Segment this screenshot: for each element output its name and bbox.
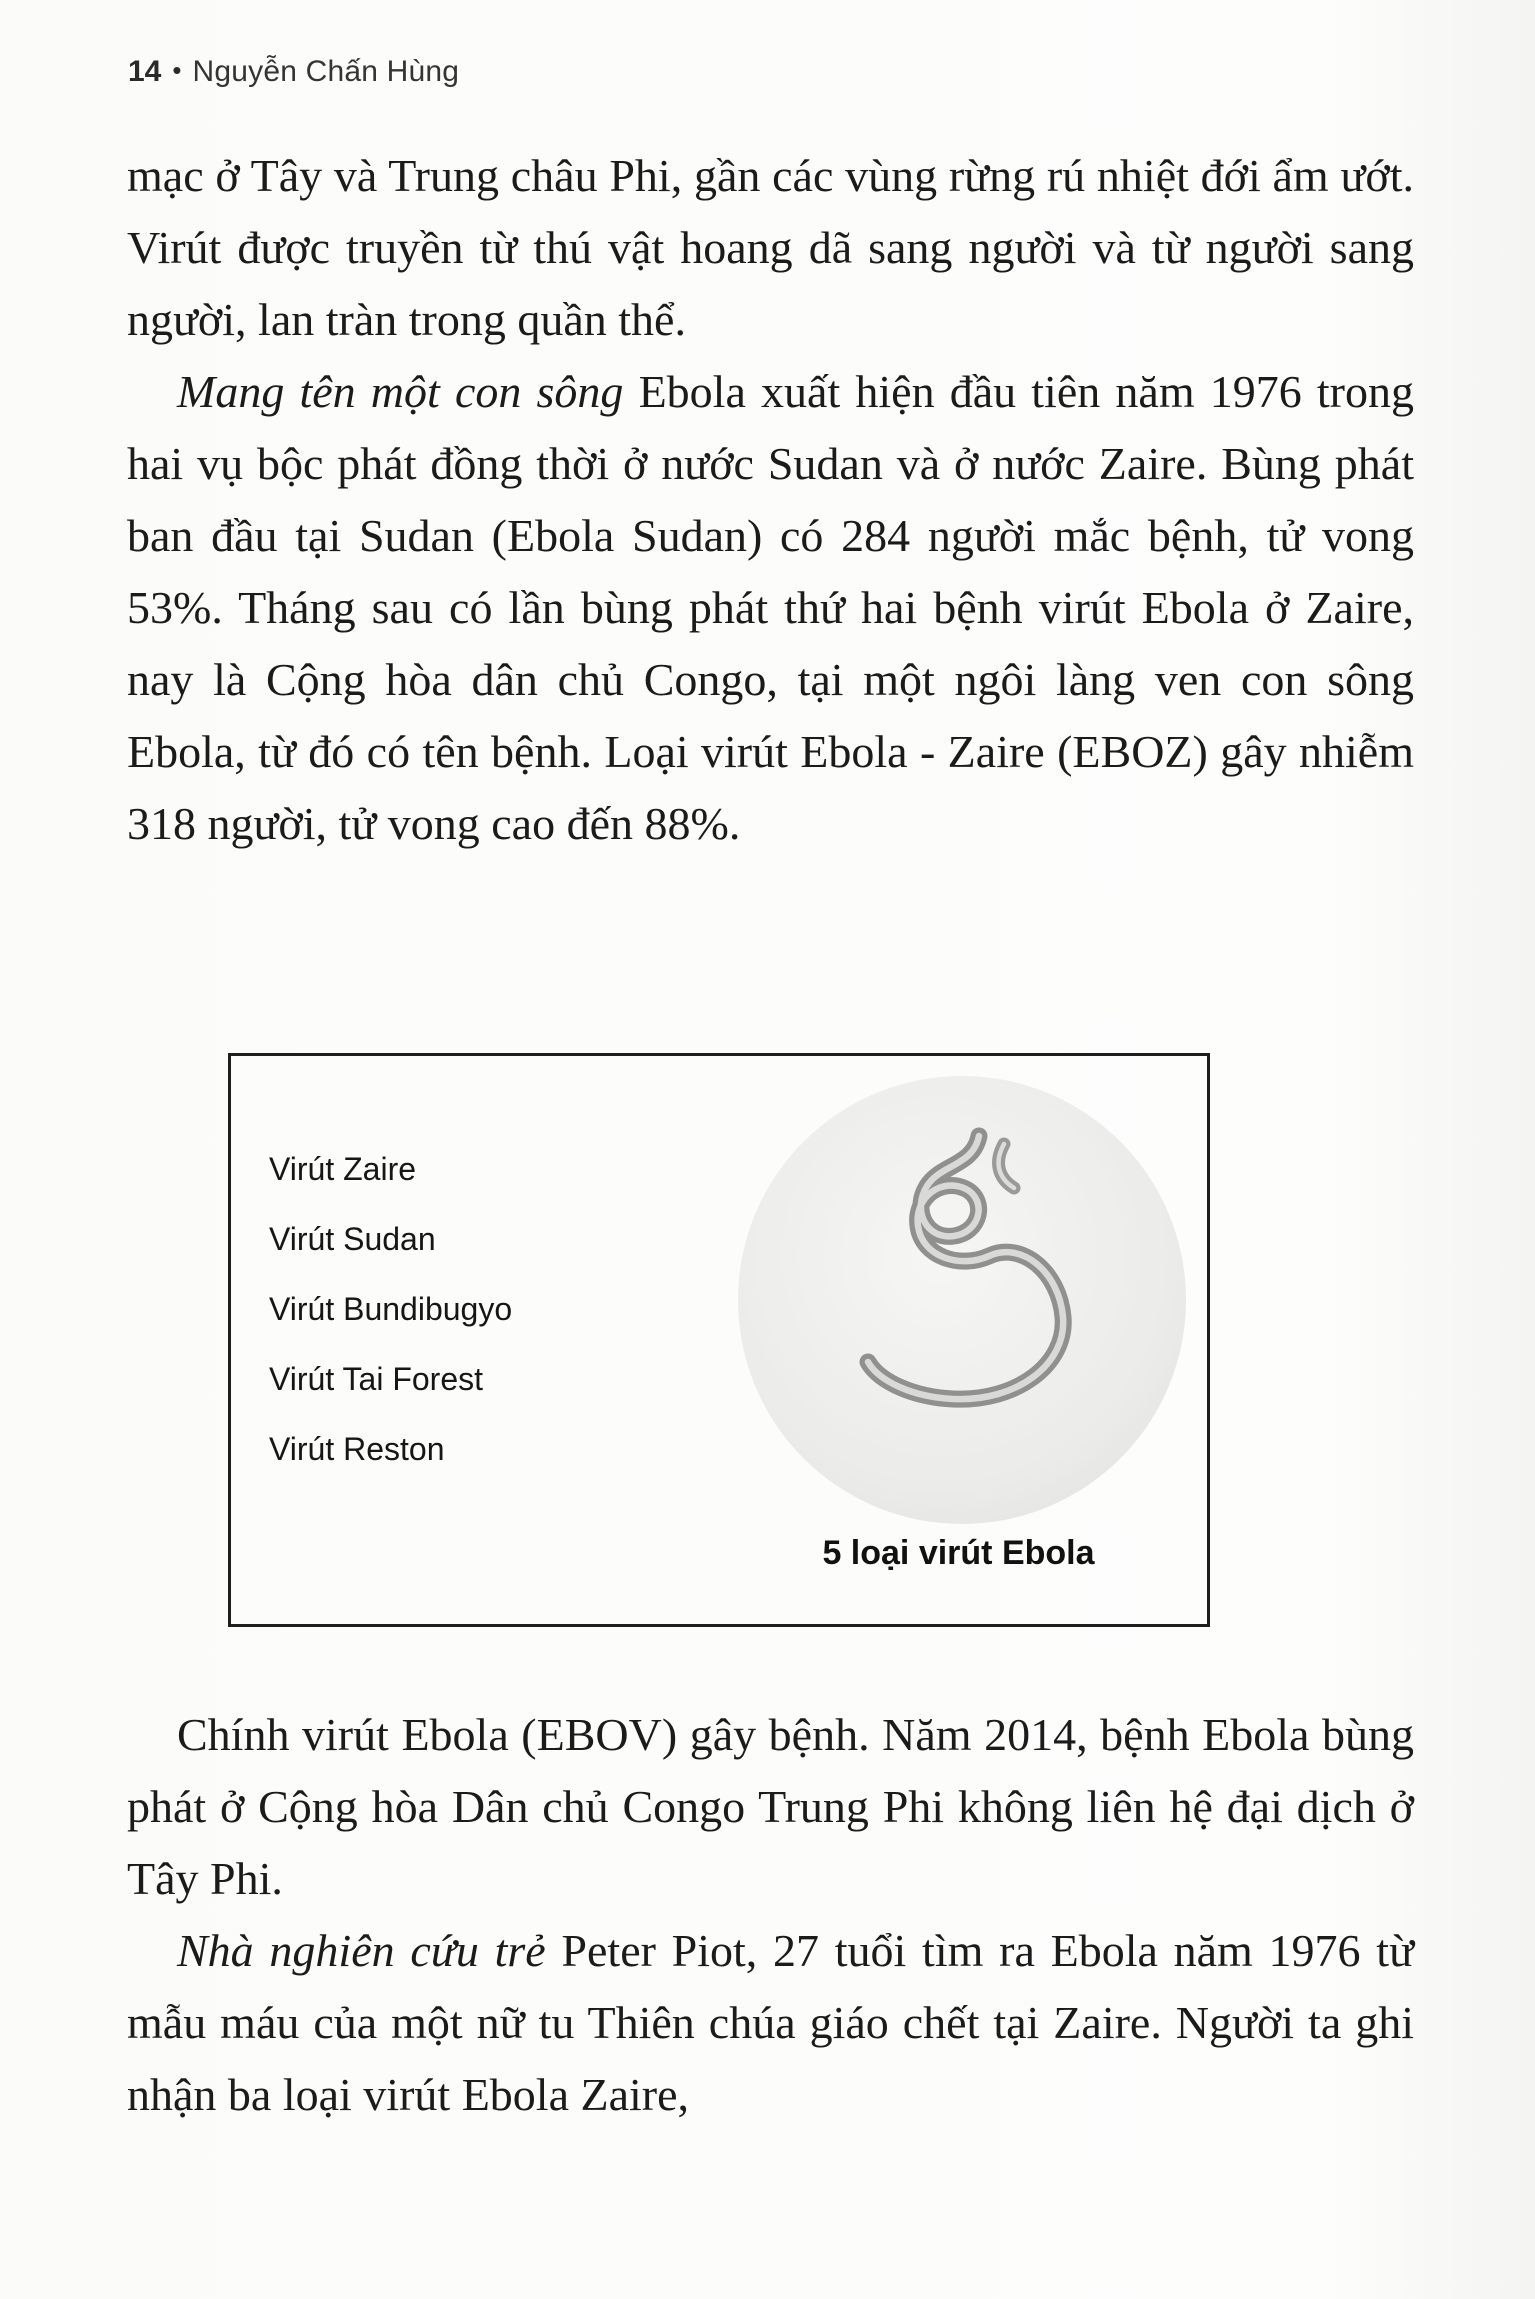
- body-text-lower: [127, 1699, 1414, 2131]
- paragraph-lead-italic: Mang tên một con sông: [177, 366, 624, 417]
- paragraph-text: Chính virút Ebola (EBOV) gây bệnh. Năm 2014, bệnh Ebola bùng phát ở Cộng hòa Dân chủ Congo Trung Phi không liên hệ đại dịch ở Tây Phi.: [127, 1709, 1414, 1904]
- micrograph-circle-background: [738, 1076, 1186, 1524]
- paragraph-ebola-origin: [127, 356, 1414, 860]
- paragraph-ebov: [127, 1699, 1414, 1915]
- body-text-upper: [127, 140, 1414, 860]
- virus-type-list: [269, 1134, 512, 1484]
- header-separator-bullet: •: [172, 55, 182, 85]
- running-header-author: Nguyễn Chấn Hùng: [192, 55, 460, 88]
- page-number: 14: [128, 55, 162, 88]
- virus-type-item: Virút Tai Forest: [269, 1361, 484, 1397]
- paragraph-lead-italic: Nhà nghiên cứu trẻ: [177, 1925, 546, 1976]
- virus-type-item: Virút Sudan: [269, 1221, 436, 1257]
- paragraph-text: Ebola xuất hiện đầu tiên năm 1976 trong hai vụ bộc phát đồng thời ở nước Sudan và ở nước Zaire. Bùng phát ban đầu tại Sudan (Ebola Sudan) có 284 người mắc bệnh, tử vong 53%. Tháng sau có lần bùng phát thứ hai bệnh virút Ebola ở Zaire, nay là Cộng hòa dân chủ Congo, tại một ngôi làng ven con sông Ebola, từ đó có tên bệnh. Loại virút Ebola - Zaire (EBOZ) gây nhiễm 318 người, tử vong cao đến 88%.: [127, 366, 1414, 849]
- ebola-virus-figure: [228, 1053, 1210, 1627]
- running-header: [128, 55, 459, 89]
- virus-type-item: Virút Bundibugyo: [269, 1291, 513, 1327]
- figure-caption: 5 loại virút Ebola: [822, 1534, 1095, 1572]
- paragraph-peter-piot: [127, 1915, 1414, 2131]
- paragraph-continuation: [127, 140, 1414, 356]
- virus-type-item: Virút Reston: [269, 1431, 445, 1467]
- virus-type-item: Virút Zaire: [269, 1151, 417, 1187]
- ebola-virus-micrograph-image: [736, 1074, 1188, 1526]
- paragraph-text: Peter Piot, 27 tuổi tìm ra Ebola năm 1976 từ mẫu máu của một nữ tu Thiên chúa giáo chết tại Zaire. Người ta ghi nhận ba loại virút Ebola Zaire,: [127, 1925, 1414, 2120]
- paragraph-text: mạc ở Tây và Trung châu Phi, gần các vùng rừng rú nhiệt đới ẩm ướt. Virút được truyền từ thú vật hoang dã sang người và từ người sang người, lan tràn trong quần thể.: [127, 150, 1414, 345]
